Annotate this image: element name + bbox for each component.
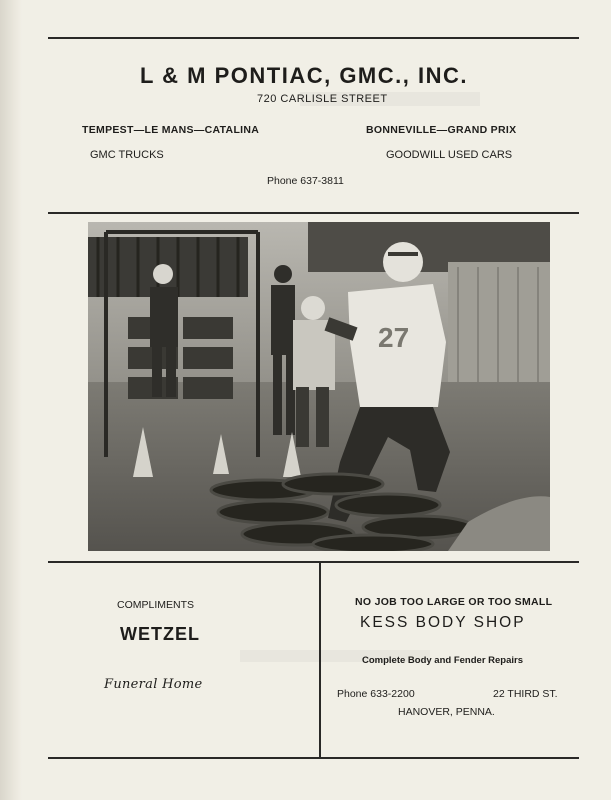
wetzel-subtitle: Funeral Home — [104, 677, 203, 692]
dealer-used-cars: GOODWILL USED CARS — [386, 149, 513, 161]
top-border-rule — [48, 37, 579, 39]
kess-street: 22 THIRD ST. — [493, 688, 558, 700]
ads-divider-rule — [319, 562, 321, 758]
kess-phone: Phone 633-2200 — [337, 688, 415, 700]
kess-city: HANOVER, PENNA. — [398, 706, 495, 718]
dealer-address: 720 CARLISLE STREET — [257, 93, 388, 105]
dealer-models-right: BONNEVILLE—GRAND PRIX — [366, 124, 517, 136]
ads-top-rule — [48, 561, 579, 563]
dealer-trucks: GMC TRUCKS — [90, 149, 164, 161]
kess-name: KESS BODY SHOP — [360, 614, 526, 631]
page-edge-shadow — [0, 0, 22, 800]
dealer-bottom-rule — [48, 212, 579, 214]
dealer-phone: Phone 637-3811 — [267, 175, 344, 187]
football-practice-photo — [88, 222, 550, 551]
jersey-number: 27 — [378, 322, 410, 353]
dealer-name: L & M PONTIAC, GMC., INC. — [140, 63, 468, 88]
wetzel-name: WETZEL — [120, 624, 200, 644]
kess-tagline: NO JOB TOO LARGE OR TOO SMALL — [355, 596, 553, 608]
wetzel-compliments: COMPLIMENTS — [117, 599, 195, 611]
bottom-border-rule — [48, 757, 579, 759]
kess-service: Complete Body and Fender Repairs — [362, 655, 524, 666]
dealer-models-left: TEMPEST—LE MANS—CATALINA — [82, 124, 260, 136]
